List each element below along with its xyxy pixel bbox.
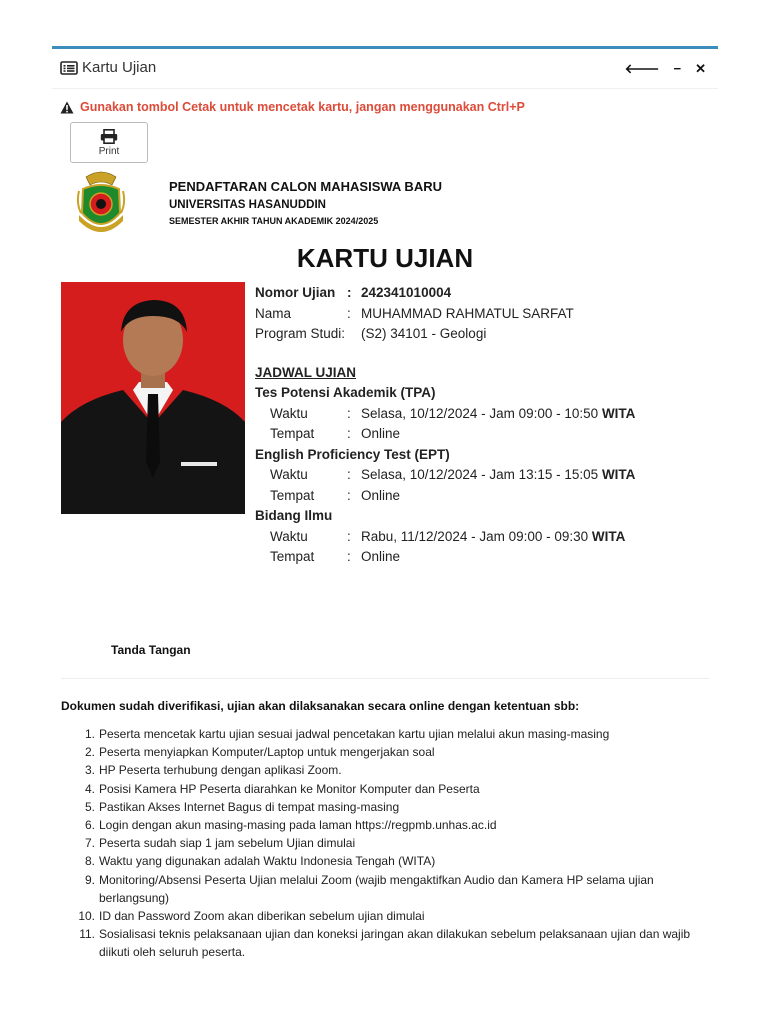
signature-label: Tanda Tangan <box>111 643 191 657</box>
exam-time-row <box>255 465 635 486</box>
panel-title <box>60 59 156 76</box>
rule-item: 10. ID dan Password Zoom akan diberikan sebelum ujian dimulai <box>78 909 425 924</box>
participant-info <box>255 283 635 568</box>
institution-line2: UNIVERSITAS HASANUDDIN <box>169 199 326 211</box>
nomor-row <box>255 283 635 304</box>
minus-icon[interactable]: − <box>673 61 682 76</box>
rule-item: 8. Waktu yang digunakan adalah Waktu Indonesia Tengah (WITA) <box>84 854 436 869</box>
warning-text: Gunakan tombol Cetak untuk mencetak kartu, jangan menggunakan Ctrl+P <box>80 100 525 114</box>
exam-name: Bidang Ilmu <box>255 508 333 523</box>
university-logo <box>76 169 126 241</box>
printer-icon <box>100 129 118 144</box>
panel-header <box>52 49 718 89</box>
schedule-heading: JADWAL UJIAN <box>255 364 357 380</box>
rule-item: 1. Peserta mencetak kartu ujian sesuai jadwal pencetakan kartu ujian melalui akun masing-masing <box>84 727 610 741</box>
participant-photo <box>61 282 245 514</box>
rule-item: 7. Peserta sudah siap 1 jam sebelum Ujian dimulai <box>84 836 356 851</box>
colon: : <box>347 405 351 421</box>
exam-place-row <box>255 486 635 507</box>
rule-item: 5. Pastikan Akses Internet Bagus di tempat masing-masing <box>84 799 400 814</box>
colon: : <box>347 487 351 503</box>
colon: : <box>347 305 351 321</box>
exam-place: Online <box>361 549 401 564</box>
tempat-label: Tempat <box>270 426 315 441</box>
print-warning <box>60 100 525 114</box>
list-alt-icon <box>60 61 78 75</box>
waktu-label: Waktu <box>270 467 308 482</box>
prodi-row <box>255 324 635 345</box>
tempat-label: Tempat <box>270 549 315 564</box>
rule-item: 3. HP Peserta terhubung dengan aplikasi Zoom. <box>84 763 342 778</box>
print-button[interactable] <box>70 122 148 163</box>
panel-title-text: Kartu Ujian <box>82 59 157 76</box>
colon: : <box>347 528 351 544</box>
exam-name: English Proficiency Test (EPT) <box>255 446 450 462</box>
nama-label: Nama <box>255 305 292 321</box>
exam-place: Online <box>361 426 401 441</box>
institution-header <box>169 179 442 226</box>
warning-icon <box>60 101 74 114</box>
exam-place: Online <box>361 487 401 503</box>
card-title: KARTU UJIAN <box>296 243 474 273</box>
prodi-label: Program Studi: <box>255 326 346 341</box>
nama-value: MUHAMMAD RAHMATUL SARFAT <box>361 305 574 321</box>
colon: : <box>347 467 351 482</box>
rule-item: 11. Sosialisasi teknis pelaksanaan ujian dan koneksi jaringan akan dilakukan sebelum pelaksanaan ujian dan wajib diikuti oleh seluruh peserta. <box>79 927 691 960</box>
rule-item: 6. Login dengan akun masing-masing pada laman https://regpmb.unhas.ac.id <box>84 818 497 833</box>
kartu-ujian-panel <box>52 46 718 1016</box>
exam-time: Selasa, 10/12/2024 - Jam 09:00 - 10:50 WITA <box>361 405 636 421</box>
panel-tools <box>625 61 706 77</box>
institution-line3: SEMESTER AKHIR TAHUN AKADEMIK 2024/2025 <box>169 216 379 226</box>
close-icon[interactable]: ✕ <box>695 61 706 76</box>
exam-name: Tes Potensi Akademik (TPA) <box>255 385 436 400</box>
verification-notice: Dokumen sudah diverifikasi, ujian akan dilaksanakan secara online dengan ketentuan sbb: <box>61 699 580 713</box>
rule-item: 4. Posisi Kamera HP Peserta diarahkan ke Monitor Komputer dan Peserta <box>84 781 480 796</box>
exam-time: Selasa, 10/12/2024 - Jam 13:15 - 15:05 WITA <box>361 467 636 482</box>
tempat-label: Tempat <box>270 487 315 503</box>
arrow-left-icon[interactable]: 🡐 <box>624 61 660 76</box>
print-label: Print <box>98 146 120 157</box>
prodi-value: (S2) 34101 - Geologi <box>361 326 487 341</box>
nomor-label: Nomor Ujian <box>255 285 336 300</box>
institution-line1: PENDAFTARAN CALON MAHASISWA BARU <box>169 179 442 194</box>
rule-item: 2. Peserta menyiapkan Komputer/Laptop untuk mengerjakan soal <box>84 745 435 760</box>
waktu-label: Waktu <box>270 528 308 544</box>
colon: : <box>347 426 351 441</box>
nama-row <box>255 304 635 325</box>
rules-list <box>78 725 699 962</box>
exam-time-row <box>255 404 635 425</box>
divider <box>61 678 709 679</box>
rule-item: 9. Monitoring/Absensi Peserta Ujian melalui Zoom (wajib mengaktifkan Audio dan Kamera HP selama ujian berlangsung) <box>84 872 654 905</box>
exam-place-row <box>255 424 635 445</box>
exam-time-row <box>255 527 635 548</box>
nomor-value: 242341010004 <box>361 285 452 300</box>
waktu-label: Waktu <box>270 405 308 421</box>
exam-place-row <box>255 547 635 568</box>
colon: : <box>347 549 351 564</box>
colon: : <box>347 285 352 300</box>
exam-time: Rabu, 11/12/2024 - Jam 09:00 - 09:30 WITA <box>361 528 626 544</box>
